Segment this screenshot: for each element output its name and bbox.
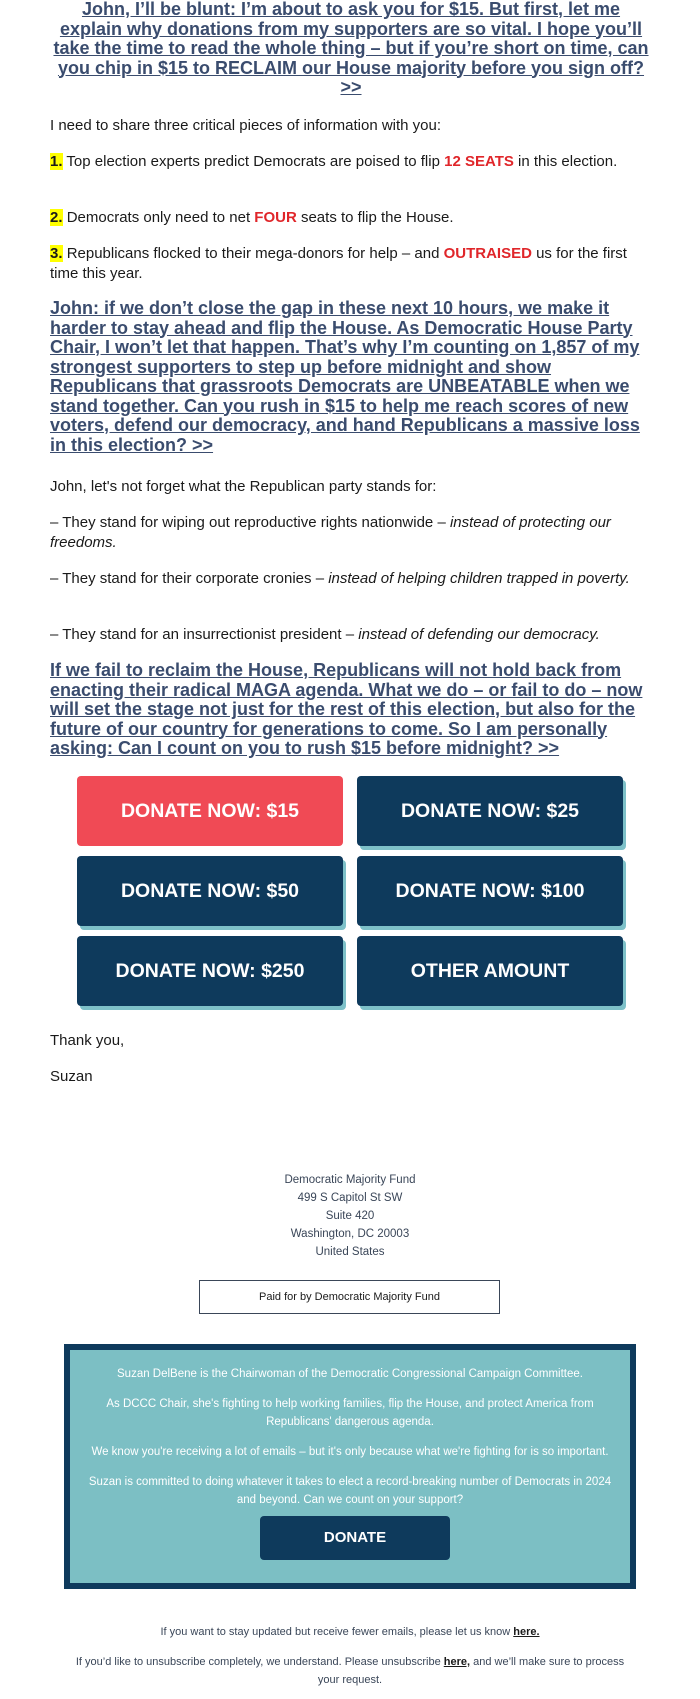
donate-button-250[interactable]: DONATE NOW: $250 (77, 936, 343, 1006)
reminder-text: John, let's not forget what the Republican party stands for: (50, 478, 437, 495)
point-highlight: FOUR (254, 209, 297, 226)
stand-item (50, 513, 652, 553)
lead-text: I need to share three critical pieces of information with you: (50, 117, 442, 134)
stand-item (50, 625, 652, 645)
unsubscribe-label-end: and we’ll make sure to process your request. (317, 1656, 625, 1686)
point-number: 3. (50, 245, 63, 262)
paid-for-disclaimer (199, 1280, 500, 1314)
middle-donate-link[interactable]: John: if we don’t close the gap in these next 10 hours, we make it harder to stay ahead and flip the House. As Democratic House Party Chair, I won’t let that happen. That’s why I’m counting on 1,857 of my strongest supporters to step up before midnight and show Republicans that grassroots Democrats are UNBEATABLE when we stand together. Can you rush in $15 to help me reach scores of new voters, defend our democracy, and hand Republicans a massive loss in this election? >> (50, 298, 640, 455)
point-highlight: OUTRAISED (443, 245, 532, 262)
fewer-emails-text (0, 1623, 700, 1641)
bio-text: We know you're receiving a lot of emails – but it's only because what we're fighting for is so important. (91, 1446, 609, 1458)
point-3 (50, 244, 652, 284)
unsubscribe-text (0, 1653, 700, 1689)
address-suite: Suite 420 (325, 1210, 375, 1222)
fewer-emails-link[interactable]: here. (513, 1626, 540, 1638)
address-city: Washington, DC 20003 (290, 1228, 410, 1240)
point-text: in this election. (513, 153, 618, 170)
point-text: seats to flip the House. (296, 209, 454, 226)
point-number: 1. (50, 153, 63, 170)
unsubscribe-label: If you’d like to unsubscribe completely, we understand. Please unsubscribe (75, 1656, 444, 1668)
stand-item (50, 569, 652, 589)
bio-box (64, 1344, 636, 1589)
point-number: 2. (50, 209, 63, 226)
point-text: Top election experts predict Democrats are poised to flip (66, 153, 445, 170)
bio-donate-button[interactable]: DONATE (260, 1516, 450, 1560)
donate-button-other[interactable]: OTHER AMOUNT (357, 936, 623, 1006)
intro-donate-link[interactable]: John, I’ll be blunt: I’m about to ask you for $15. But first, let me explain why donations from my supporters are so vital. I hope you’ll take the time to read the whole thing – but if you’re short on time, can you chip in $15 to RECLAIM our House majority before you sign off? >> (53, 0, 649, 97)
address-country: United States (315, 1246, 385, 1258)
paid-for-text: Paid for by Democratic Majority Fund (259, 1291, 440, 1303)
point-text: Democrats only need to net (66, 209, 255, 226)
thanks-text: Thank you, (50, 1032, 125, 1049)
donate-button-100[interactable]: DONATE NOW: $100 (357, 856, 623, 926)
stand-text: – They stand for an insurrectionist president – (50, 626, 359, 643)
stand-italic: instead of defending our democracy. (358, 626, 600, 643)
donate-button-25[interactable]: DONATE NOW: $25 (357, 776, 623, 846)
stand-italic: instead of helping children trapped in poverty. (328, 570, 630, 587)
stand-text: – They stand for wiping out reproductive rights nationwide – (50, 514, 450, 531)
address-org: Democratic Majority Fund (284, 1174, 416, 1186)
fewer-emails-label: If you want to stay updated but receive fewer emails, please let us know (160, 1626, 514, 1638)
stand-text: – They stand for their corporate cronies – (50, 570, 329, 587)
point-text: Republicans flocked to their mega-donors for help – and (66, 245, 444, 262)
bio-text: Suzan is committed to doing whatever it takes to elect a record-breaking number of Democrats in 2024 and beyond. Can we count on your support? (88, 1476, 612, 1506)
donate-button-50[interactable]: DONATE NOW: $50 (77, 856, 343, 926)
stand-italic: instead of protecting our freedoms. (50, 514, 611, 551)
unsubscribe-link[interactable]: here, (443, 1656, 471, 1668)
point-2 (50, 208, 652, 228)
org-address (0, 1171, 700, 1261)
point-highlight: 12 SEATS (444, 153, 514, 170)
donate-button-15[interactable]: DONATE NOW: $15 (77, 776, 343, 846)
signature-name: Suzan (50, 1068, 93, 1085)
closing-donate-link[interactable]: If we fail to reclaim the House, Republicans will not hold back from enacting their radical MAGA agenda. What we do – or fail to do – now will set the stage not just for the rest of this election, but also for the future of our country for generations to come. So I am personally asking: Can I count on you to rush $15 before midnight? >> (50, 660, 643, 758)
address-street: 499 S Capitol St SW (297, 1192, 403, 1204)
bio-text: Suzan DelBene is the Chairwoman of the Democratic Congressional Campaign Committee. (117, 1368, 583, 1380)
point-text: us for the first time this year. (50, 245, 627, 282)
point-1 (50, 152, 652, 172)
bio-text: As DCCC Chair, she's fighting to help working families, flip the House, and protect America from Republicans' dangerous agenda. (106, 1398, 594, 1428)
